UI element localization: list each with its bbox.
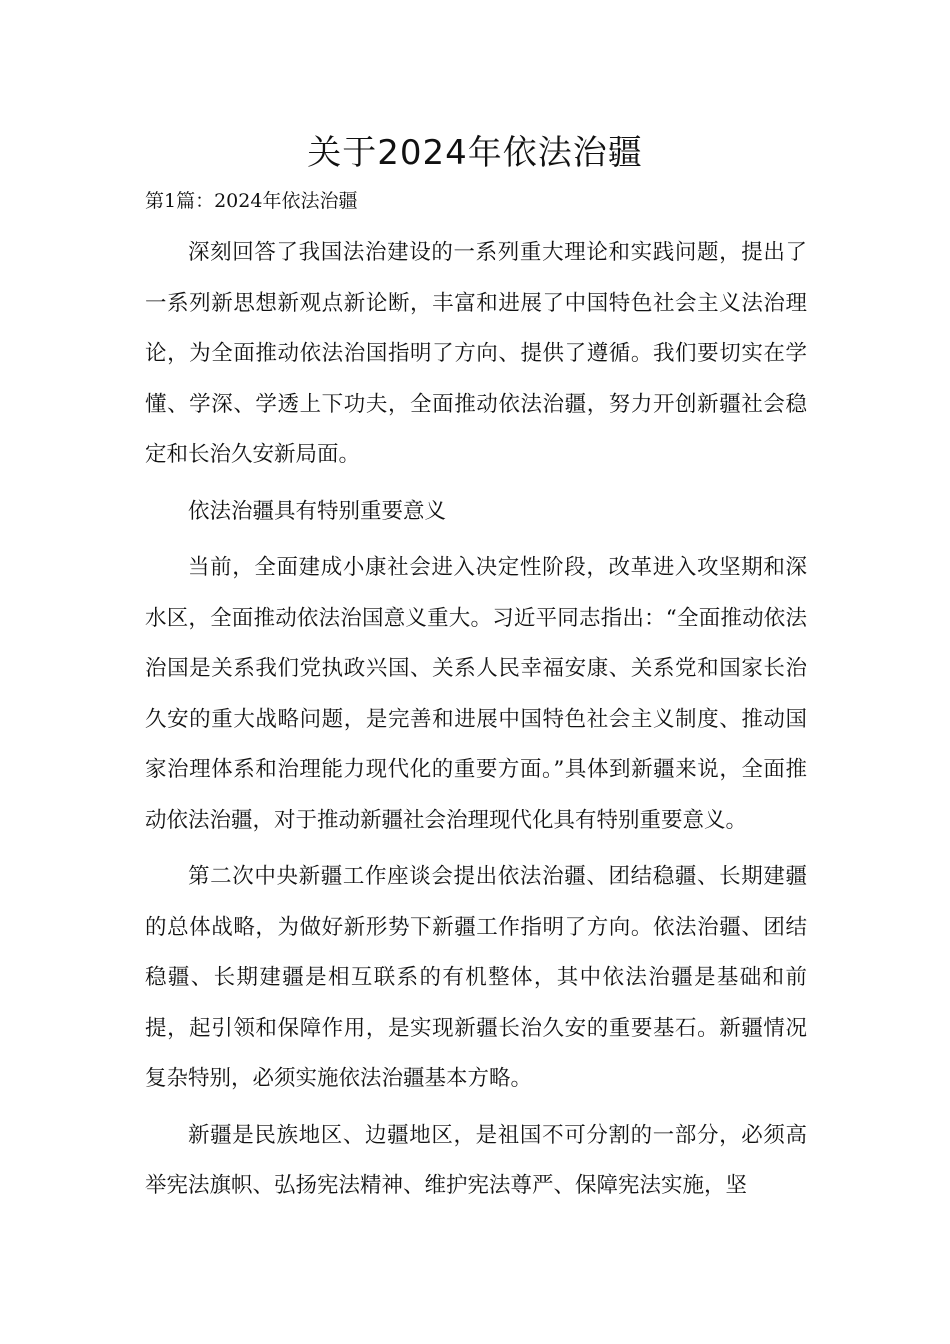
paragraph: 新疆是民族地区、边疆地区，是祖国不可分割的一部分，必须高举宪法旗帜、弘扬宪法精神、维护宪法尊严、保障宪法实施，坚 — [145, 1122, 807, 1198]
paragraph: 深刻回答了我国法治建设的一系列重大理论和实践问题，提出了一系列新思想新观点新论断，丰富和进展了中国特色社会主义法治理论，为全面推动依法治国指明了方向、提供了遵循。我们要切实在学懂、学深、学透上下功夫，全面推动依法治疆，努力开创新疆社会稳定和长治久安新局面。 — [145, 240, 807, 467]
document-body — [145, 180, 807, 1212]
document-subtitle: 第1篇：2024年依法治疆 — [145, 190, 358, 212]
paragraph: 当前，全面建成小康社会进入决定性阶段，改革进入攻坚期和深水区，全面推动依法治国意义重大。习近平同志指出：“全面推动依法治国是关系我们党执政兴国、关系人民幸福安康、关系党和国家长治久安的重大战略问题，是完善和进展中国特色社会主义制度、推动国家治理体系和治理能力现代化的重要方面。”具体到新疆来说，全面推动依法治疆，对于推动新疆社会治理现代化具有特别重要意义。 — [145, 555, 807, 833]
section-heading: 依法治疆具有特别重要意义 — [188, 498, 447, 524]
paragraph: 第二次中央新疆工作座谈会提出依法治疆、团结稳疆、长期建疆的总体战略，为做好新形势下新疆工作指明了方向。依法治疆、团结稳疆、长期建疆是相互联系的有机整体，其中依法治疆是基础和前提，起引领和保障作用，是实现新疆长治久安的重要基石。新疆情况复杂特别，必须实施依法治疆基本方略。 — [145, 864, 807, 1091]
document-title: 关于2024年依法治疆 — [307, 133, 643, 173]
